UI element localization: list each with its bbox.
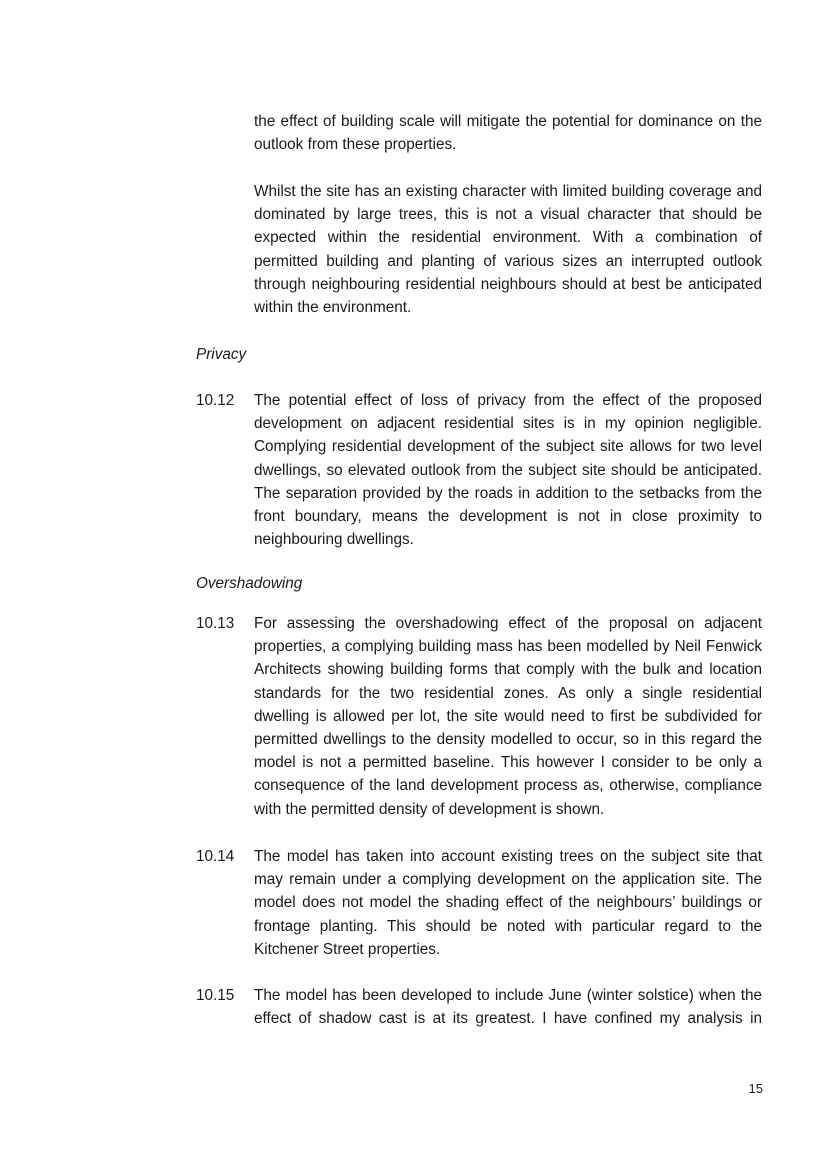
paragraph-whilst: Whilst the site has an existing character with limited building coverage and dominated by large trees, this is not a visual character that should be expected within the residential environment. With a combination of permitted building and planting of various sizes an interrupted outlook through neighbouring residential neighbours should at best be anticipated within the environment. (254, 183, 762, 317)
paragraph-number-10-13: 10.13 (196, 615, 235, 632)
paragraph-number-10-12: 10.12 (196, 392, 235, 409)
paragraph-10-13: For assessing the overshadowing effect of the proposal on adjacent properties, a complying building mass has been modelled by Neil Fenwick Architects showing building forms that comply with the bulk and location standards for the two residential zones. As only a single residential dwelling is allowed per lot, the site would need to first be subdivided for permitted dwellings to the density modelled to occur, so in this regard the model is not a permitted baseline. This however I consider to be only a consequence of the land development process as, otherwise, compliance with the permitted density of development is shown. (254, 615, 762, 818)
paragraph-10-15: The model has been developed to include June (winter solstice) when the effect of shadow cast is at its greatest. I have confined my analysis in (254, 987, 762, 1028)
continuation-paragraph: the effect of building scale will mitigate the potential for dominance on the outlook from these properties. (254, 113, 762, 154)
paragraph-10-12: The potential effect of loss of privacy from the effect of the proposed development on adjacent residential sites is in my opinion negligible. Complying residential development of the subject site allows for two level dwellings, so elevated outlook from the subject site should be anticipated. The separation provided by the roads in addition to the setbacks from the front boundary, means the development is not in close proximity to neighbouring dwellings. (254, 392, 762, 549)
heading-privacy: Privacy (196, 346, 247, 363)
heading-overshadowing: Overshadowing (196, 575, 303, 592)
paragraph-number-10-14: 10.14 (196, 848, 235, 865)
paragraph-number-10-15: 10.15 (196, 987, 235, 1004)
paragraph-10-14: The model has taken into account existing trees on the subject site that may remain under a complying development on the application site. The model does not model the shading effect of the neighbours’ buildings or frontage planting. This should be noted with particular regard to the Kitchener Street properties. (254, 848, 762, 958)
page-number: 15 (748, 1081, 763, 1096)
